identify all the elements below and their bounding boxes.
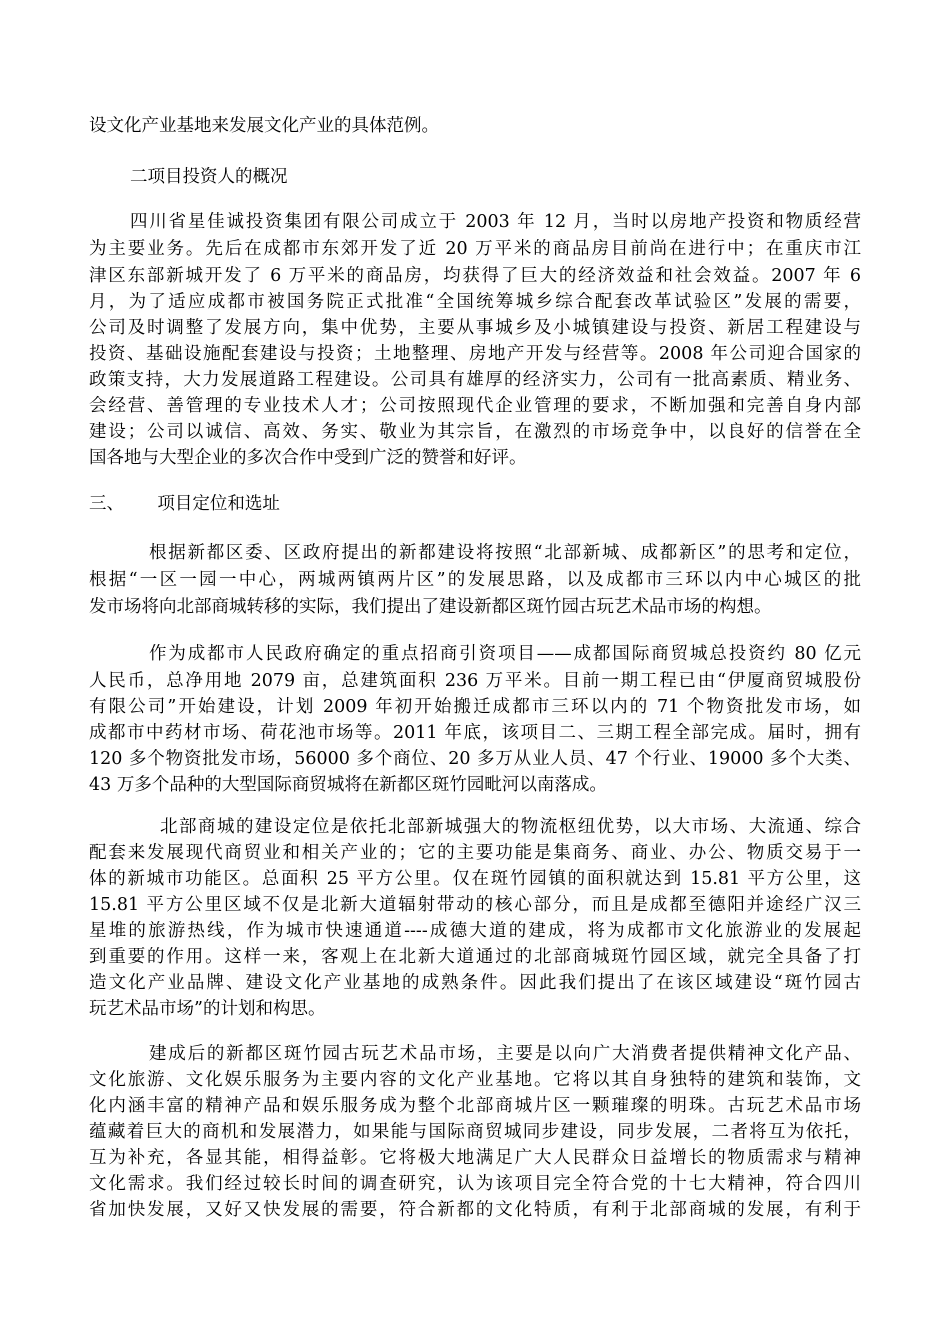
text-line: 化内涵丰富的精神产品和娱乐服务成为整个北部商城片区一颗璀璨的明珠。古玩艺术品市场 xyxy=(89,1096,861,1116)
text-line: 设文化产业基地来发展文化产业的具体范例。 xyxy=(89,116,439,136)
text-line: 15.81 平方公里区域不仅是北新大道辐射带动的核心部分，而且是成都至德阳并途经广汉三 xyxy=(89,895,861,915)
text-line: 配套来发展现代商贸业和相关产业的；它的主要功能是集商务、商业、办公、物质交易于一 xyxy=(89,843,861,863)
text-line: 根据新都区委、区政府提出的新都建设将按照“北部新城、成都新区”的思考和定位， xyxy=(149,543,861,563)
text-line: 建设；公司以诚信、高效、务实、敬业为其宗旨，在激烈的市场竞争中，以良好的信誉在全 xyxy=(89,422,861,442)
text-line: 文化需求。我们经过较长时间的调查研究，认为该项目完全符合党的十七大精神，符合四川 xyxy=(89,1174,861,1194)
text-line: 互为补充，各显其能，相得益彰。它将极大地满足广大人民群众日益增长的物质需求与精神 xyxy=(89,1148,861,1168)
text-line: 玩艺术品市场”的计划和构思。 xyxy=(89,999,326,1019)
text-line: 会经营、善管理的专业技术人才；公司按照现代企业管理的要求，不断加强和完善自身内部 xyxy=(89,396,861,416)
text-line: 人民币，总净用地 2079 亩，总建筑面积 236 万平米。目前一期工程已由“伊厦商贸城股份 xyxy=(89,671,861,691)
text-line: 体的新城市功能区。总面积 25 平方公里。仅在斑竹园镇的面积就达到 15.81 平方公里，这 xyxy=(89,869,861,889)
section-heading: 三、 项目定位和选址 xyxy=(89,494,280,514)
text-line: 建成后的新都区斑竹园古玩艺术品市场，主要是以向广大消费者提供精神文化产品、 xyxy=(149,1044,861,1064)
text-line: 有限公司”开始建设，计划 2009 年初开始搬迁成都市三环以内的 71 个物资批发市场，如 xyxy=(89,697,861,717)
text-line: 省加快发展，又好又快发展的需要，符合新都的文化特质，有利于北部商城的发展，有利于 xyxy=(89,1200,861,1220)
text-line: 月，为了适应成都市被国务院正式批准“全国统筹城乡综合配套改革试验区”发展的需要， xyxy=(89,292,861,312)
text-line: 公司及时调整了发展方向，集中优势，主要从事城乡及小城镇建设与投资、新居工程建设与 xyxy=(89,318,861,338)
text-line: 为主要业务。先后在成都市东郊开发了近 20 万平米的商品房目前尚在进行中；在重庆市江 xyxy=(89,239,861,259)
text-line: 作为成都市人民政府确定的重点招商引资项目——成都国际商贸城总投资约 80 亿元 xyxy=(149,644,861,664)
text-line: 成都市中药材市场、荷花池市场等。2011 年底，该项目二、三期工程全部完成。届时，拥有 xyxy=(89,723,861,743)
text-line: 根据“一区一园一中心，两城两镇两片区”的发展思路，以及成都市三环以内中心城区的批 xyxy=(89,570,861,590)
text-line: 43 万多个品种的大型国际商贸城将在新都区斑竹园毗河以南落成。 xyxy=(89,775,607,795)
text-line: 四川省星佳诚投资集团有限公司成立于 2003 年 12 月，当时以房地产投资和物质经营 xyxy=(130,212,861,232)
text-line: 蕴藏着巨大的商机和发展潜力，如果能与国际商贸城同步建设，同步发展，二者将互为依托， xyxy=(89,1122,861,1142)
text-line: 津区东部新城开发了 6 万平米的商品房，均获得了巨大的经济效益和社会效益。2007 年 6 xyxy=(89,266,861,286)
text-line: 星堆的旅游热线，作为城市快速通道----成德大道的建成，将为成都市文化旅游业的发展起 xyxy=(89,921,861,941)
text-line: 到重要的作用。这样一来，客观上在北新大道通过的北部商城斑竹园区域，就完全具备了打 xyxy=(89,947,861,967)
section-heading: 二项目投资人的概况 xyxy=(130,167,288,187)
text-line: 政策支持，大力发展道路工程建设。公司具有雄厚的经济实力，公司有一批高素质、精业务、 xyxy=(89,370,861,390)
text-line: 120 多个物资批发市场，56000 多个商位、20 多万从业人员、47 个行业、19000 多个大类、 xyxy=(89,749,861,769)
text-line: 国各地与大型企业的多次合作中受到广泛的赞誉和好评。 xyxy=(89,448,527,468)
text-line: 文化旅游、文化娱乐服务为主要内容的文化产业基地。它将以其自身独特的建筑和装饰，文 xyxy=(89,1070,861,1090)
text-line: 投资、基础设施配套建设与投资；土地整理、房地产开发与经营等。2008 年公司迎合国家的 xyxy=(89,344,861,364)
text-line: 北部商城的建设定位是依托北部新城强大的物流枢纽优势，以大市场、大流通、综合 xyxy=(160,817,861,837)
text-line: 造文化产业品牌、建设文化产业基地的成熟条件。因此我们提出了在该区域建设“斑竹园古 xyxy=(89,973,861,993)
text-line: 发市场将向北部商城转移的实际，我们提出了建设新都区斑竹园古玩艺术品市场的构想。 xyxy=(89,597,772,617)
